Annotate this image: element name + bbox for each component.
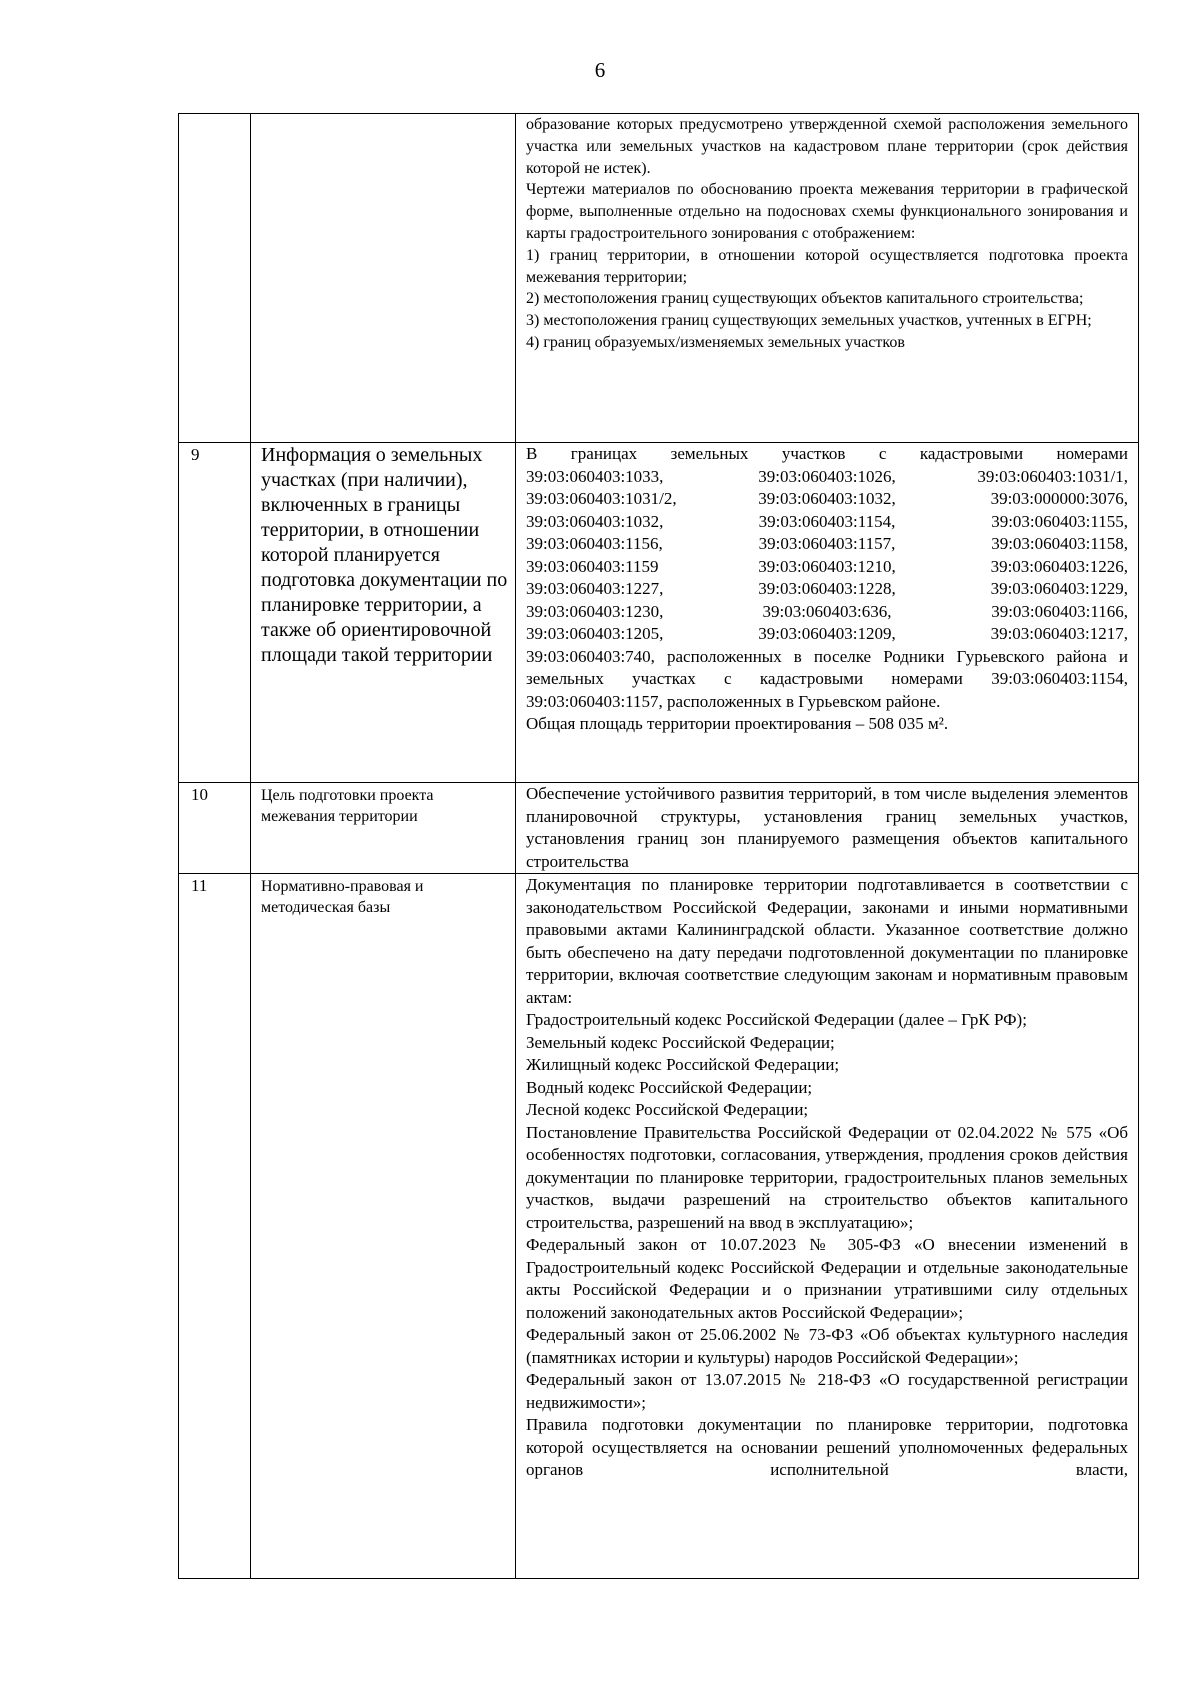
list-item: 2) местоположения границ существующих объектов капитального строительства;: [526, 290, 1084, 308]
cadastral-number: 39:03:060403:1032,: [526, 511, 664, 531]
table-row-10: [179, 783, 1139, 874]
cadastral-number: 39:03:060403:1205,: [526, 624, 664, 643]
list-item: Правила подготовки документации по планировке территории, подготовка которой осуществляется на основании решений уполномоченных федеральных органов исполнительной власти,: [526, 1415, 1128, 1479]
row-label: Цель подготовки проекта межевания территории: [251, 783, 516, 874]
paragraph: 39:03:060403:740, расположенных в поселке Родники Гурьевского района и земельных участках с кадастровыми номерами 39:03:060403:1154, 39:03:060403:1157, расположенных в Гурьевском районе.: [526, 646, 1128, 711]
paragraph: Документация по планировке территории подготавливается в соответствии с законодательством Российской Федерации, законами и иными нормативными правовыми актами Калининградской области. Указанное соответствие должно быть обеспечено на дату передачи подготовленной документации по планировке территории, включая соответствие следующим законам и нормативным правовым актам:: [526, 875, 1128, 1007]
cadastral-number: 39:03:060403:1031/1,: [977, 466, 1128, 486]
paragraph: В границах земельных участков с кадастровыми номерами: [526, 444, 1128, 463]
cadastral-number: 39:03:060403:1217,: [990, 624, 1128, 643]
row-label: Информация о земельных участках (при наличии), включенных в границы территории, в отношении которой планируется подготовка документации по планировке территории, а также об ориентировочной площади такой территории: [251, 443, 516, 783]
content-cell: [516, 874, 1139, 1579]
cadastral-number: 39:03:060403:1032,: [758, 489, 896, 508]
label-cell: [251, 114, 516, 443]
content-cell: [516, 443, 1139, 783]
terms-table: [178, 113, 1139, 1579]
table-row-9: [179, 443, 1139, 783]
table-row-11: [179, 874, 1139, 1579]
cadastral-number: 39:03:060403:1159: [526, 556, 659, 576]
paragraph: Обеспечение устойчивого развития территорий, в том числе выделения элементов планировочной структуры, установления границ земельных участков, установления границ зон планируемого размещения объектов капитального строительства: [526, 784, 1128, 871]
cadastral-number: 39:03:060403:1031/2,: [526, 489, 677, 508]
cadastral-number: 39:03:060403:636,: [762, 601, 892, 621]
paragraph: Чертежи материалов по обоснованию проекта межевания территории в графической форме, выполненные отдельно на подосновах схемы функционального зонирования и карты градостроительного зонирования с отображением:: [526, 181, 1128, 242]
cadastral-number: 39:03:060403:1154,: [758, 511, 896, 531]
list-item: Лесной кодекс Российской Федерации;: [526, 1100, 809, 1119]
row-label: Нормативно-правовая и методическая базы: [251, 874, 516, 1579]
cadastral-number: 39:03:060403:1155,: [991, 511, 1128, 531]
list-item: Федеральный закон от 13.07.2015 № 218-ФЗ «О государственной регистрации недвижимости»;: [526, 1370, 1128, 1412]
cadastral-number: 39:03:060403:1026,: [758, 466, 896, 486]
row-number: 11: [179, 874, 251, 1579]
cadastral-number: 39:03:060403:1033,: [526, 466, 664, 486]
list-item: 3) местоположения границ существующих земельных участков, учтенных в ЕГРН;: [526, 312, 1092, 330]
cadastral-number: 39:03:060403:1227,: [526, 579, 664, 598]
cadastral-number: 39:03:060403:1158,: [991, 534, 1128, 553]
cadastral-number: 39:03:060403:1226,: [990, 556, 1128, 576]
list-item: Жилищный кодекс Российской Федерации;: [526, 1055, 840, 1074]
cadastral-number: 39:03:000000:3076,: [990, 489, 1128, 508]
cadastral-number: 39:03:060403:1157,: [758, 534, 896, 553]
area-total: Общая площадь территории проектирования – 508 035 м².: [526, 714, 949, 733]
cadastral-number: 39:03:060403:1210,: [758, 556, 896, 576]
content-cell: [516, 783, 1139, 874]
cadastral-number: 39:03:060403:1156,: [526, 534, 663, 553]
page-number: 6: [594, 58, 606, 82]
cadastral-number: 39:03:060403:1228,: [758, 579, 896, 598]
row-number: 9: [179, 443, 251, 783]
list-item: Федеральный закон от 25.06.2002 № 73-ФЗ «Об объектах культурного наследия (памятниках истории и культуры) народов Российской Федерации»;: [526, 1325, 1128, 1367]
list-item: Федеральный закон от 10.07.2023 № 305-ФЗ «О внесении изменений в Градостроительный кодекс Российской Федерации и отдельные законодательные акты Российской Федерации и о признании утратившими силу отдельных положений законодательных актов Российской Федерации»;: [526, 1235, 1128, 1322]
list-item: Водный кодекс Российской Федерации;: [526, 1077, 813, 1097]
list-item: Градостроительный кодекс Российской Федерации (далее – ГрК РФ);: [526, 1010, 1027, 1029]
table-row-continuation: [179, 114, 1139, 443]
list-item: Постановление Правительства Российской Федерации от 02.04.2022 № 575 «Об особенностях подготовки, согласования, утверждения, продления сроков действия документации по планировке территории, градостроительных планов земельных участков, выдачи разрешений на строительство объектов капитального строительства, разрешений на ввод в эксплуатацию»;: [526, 1122, 1128, 1232]
row-number: 10: [179, 783, 251, 874]
cadastral-number: 39:03:060403:1209,: [758, 624, 896, 643]
cadastral-number: 39:03:060403:1229,: [990, 579, 1128, 598]
cadastral-number: 39:03:060403:1166,: [991, 601, 1128, 621]
list-item: Земельный кодекс Российской Федерации;: [526, 1032, 835, 1052]
content-cell: [516, 114, 1139, 443]
list-item: 4) границ образуемых/изменяемых земельных участков: [526, 333, 905, 351]
number-cell: [179, 114, 251, 443]
list-item: 1) границ территории, в отношении которой осуществляется подготовка проекта межевания территории;: [526, 246, 1128, 286]
cadastral-list: [526, 466, 1128, 646]
cadastral-number: 39:03:060403:1230,: [526, 601, 664, 621]
paragraph: образование которых предусмотрено утвержденной схемой расположения земельного участка или земельных участков на кадастровом плане территории (срок действия которой не истек).: [526, 116, 1128, 177]
